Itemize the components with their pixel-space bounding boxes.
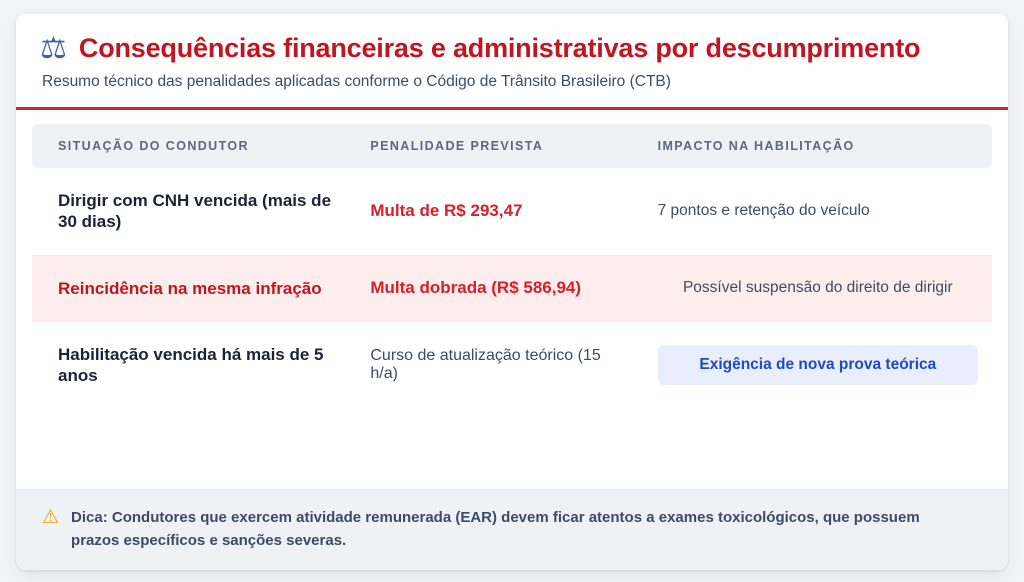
cell-penalidade [356,321,643,408]
cell-penalidade [356,168,643,255]
column-header-impacto: IMPACTO NA HABILITAÇÃO [644,124,992,168]
situacao-text: Dirigir com CNH vencida (mais de 30 dias) [58,191,332,232]
cell-impacto [644,168,992,255]
penalidade-text: Multa de R$ 293,47 [370,201,523,221]
table-row [32,321,992,408]
info-card [16,14,1008,570]
scales-of-justice-icon: ⚖ [40,32,67,65]
cell-situacao [32,255,356,321]
situacao-text: Habilitação vencida há mais de 5 anos [58,344,324,385]
cell-impacto [644,321,992,408]
card-footer [16,489,1008,570]
table-header [32,124,992,168]
column-header-penalidade: PENALIDADE PREVISTA [356,124,643,168]
penalidade-text: Multa dobrada (R$ 586,94) [370,278,582,298]
page-title: Consequências financeiras e administrativas por descumprimento [78,33,921,64]
cell-impacto [644,255,992,321]
footer-note: Dica: Condutores que exercem atividade remunerada (EAR) devem ficar atentos a exames toxicológicos, que possuem prazos específicos e sanções severas. [71,509,920,549]
table-row [32,255,992,321]
situacao-text: Reincidência na mesma infração [58,278,322,298]
table-header-row [32,124,992,168]
cell-situacao [32,321,356,408]
penalties-table [32,124,992,408]
penalidade-text: Curso de atualização teórico (15 h/a) [370,347,601,382]
title-row [40,34,984,64]
impacto-text: 7 pontos e retenção do veículo [657,202,870,220]
page-subtitle: Resumo técnico das penalidades aplicadas conforme o Código de Trânsito Brasileiro (CTB) [42,73,671,90]
cell-penalidade [356,255,643,321]
column-header-situacao: SITUAÇÃO DO CONDUTOR [32,124,356,168]
warning-triangle-icon: ⚠ [42,507,60,528]
penalties-table-wrapper [16,110,1008,489]
card-header [16,14,1008,110]
table-row [32,168,992,255]
cell-situacao [32,168,356,255]
status-badge: Exigência de nova prova teórica [658,345,978,385]
impacto-text: Possível suspensão do direito de dirigir [682,279,953,297]
table-body [32,168,992,408]
